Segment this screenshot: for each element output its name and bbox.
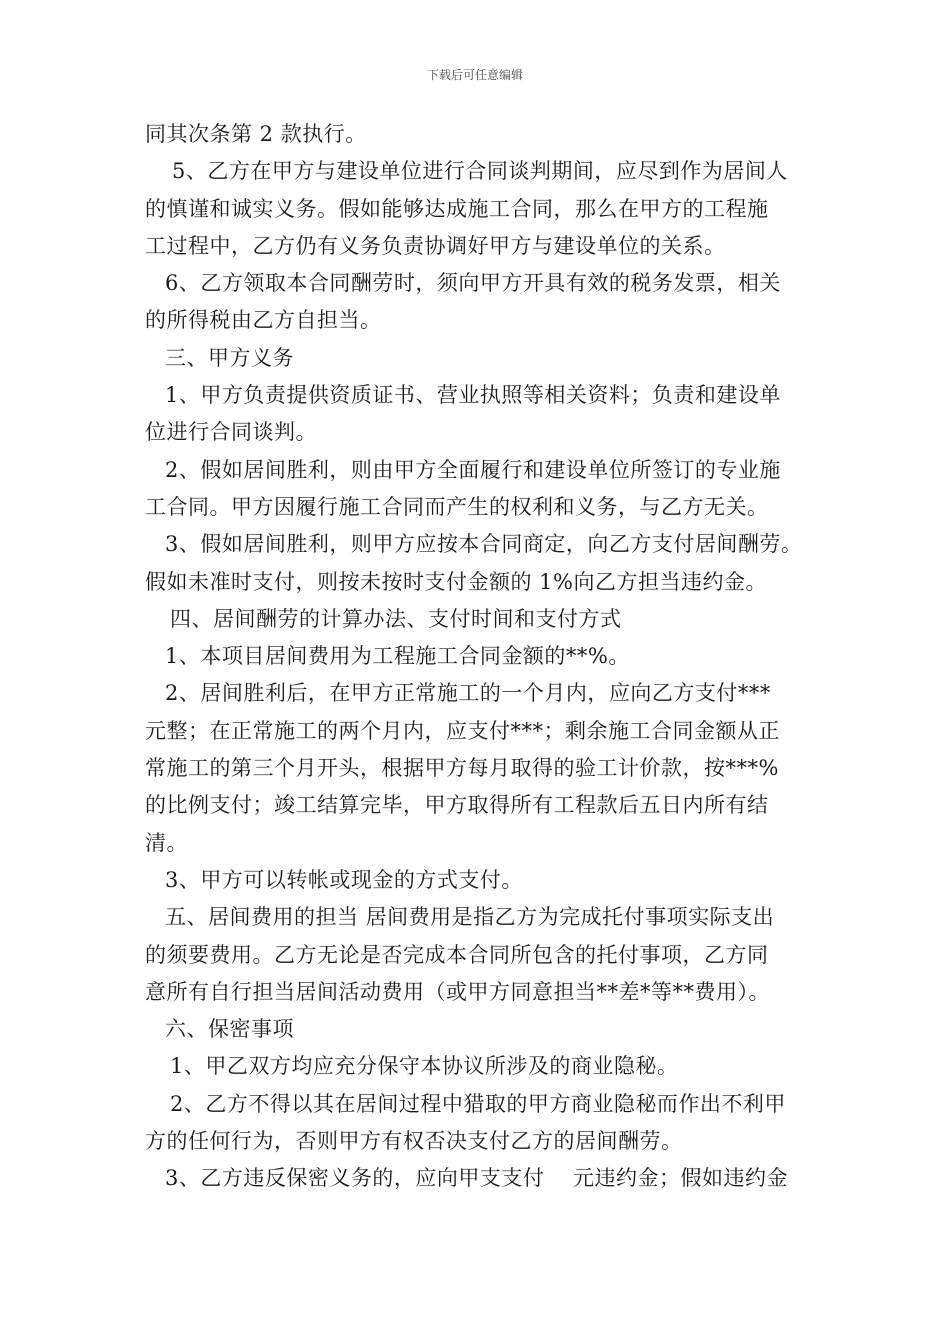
text-line: 三、甲方义务 (165, 345, 294, 370)
text-line: 的所得税由乙方自担当。 (145, 308, 382, 333)
text-line: 的比例支付；竣工结算完毕，甲方取得所有工程款后五日内所有结 (145, 793, 769, 818)
text-line: 3、乙方违反保密义务的，应向甲支支付 元违约金；假如违约金 (165, 1166, 789, 1191)
text-line: 1、本项目居间费用为工程施工合同金额的**%。 (165, 644, 630, 669)
text-line: 位进行合同谈判。 (145, 420, 317, 445)
text-line: 5、乙方在甲方与建设单位进行合同谈判期间，应尽到作为居间人 (172, 159, 788, 184)
text-line: 3、假如居间胜利，则甲方应按本合同商定，向乙方支付居间酬劳。 (165, 532, 803, 557)
text-line: 假如未准时支付，则按未按时支付金额的 1%向乙方担当违约金。 (145, 569, 767, 594)
text-line: 工合同。甲方因履行施工合同而产生的权利和义务，与乙方无关。 (145, 494, 769, 519)
text-line: 六、保密事项 (165, 1017, 294, 1042)
text-line: 四、居间酬劳的计算办法、支付时间和支付方式 (170, 606, 622, 631)
text-line: 6、乙方领取本合同酬劳时，须向甲方开具有效的税务发票，相关 (165, 271, 781, 296)
text-line: 五、居间费用的担当 居间费用是指乙方为完成托付事项实际支出 (165, 905, 775, 930)
text-line: 清。 (145, 830, 188, 855)
text-line: 1、甲方负责提供资质证书、营业执照等相关资料；负责和建设单 (165, 383, 781, 408)
document-body (145, 116, 815, 1198)
text-line: 同其次条第 2 款执行。 (145, 122, 367, 146)
text-line: 1、甲乙双方均应充分保守本协议所涉及的商业隐秘。 (170, 1054, 679, 1079)
text-line: 意所有自行担当居间活动费用（或甲方同意担当**差*等**费用）。 (145, 979, 770, 1004)
text-line: 常施工的第三个月开头，根据甲方每月取得的验工计价款，按***% (145, 756, 779, 781)
text-line: 2、居间胜利后，在甲方正常施工的一个月内，应向乙方支付*** (165, 681, 771, 706)
text-line: 2、乙方不得以其在居间过程中猎取的甲方商业隐秘而作出不利甲 (170, 1091, 786, 1116)
text-line: 3、甲方可以转帐或现金的方式支付。 (165, 867, 523, 892)
text-line: 元整；在正常施工的两个月内，应支付***；剩余施工合同金额从正 (145, 718, 780, 743)
text-line: 2、假如居间胜利，则由甲方全面履行和建设单位所签订的专业施 (165, 457, 781, 482)
text-line: 工过程中，乙方仍有义务负责协调好甲方与建设单位的关系。 (145, 233, 726, 258)
text-line: 的须要费用。乙方无论是否完成本合同所包含的托付事项，乙方同 (145, 942, 769, 967)
page-header: 下载后可任意编辑 (426, 68, 523, 82)
text-line: 的慎谨和诚实义务。假如能够达成施工合同，那么在甲方的工程施 (145, 196, 769, 221)
text-line: 方的任何行为，否则甲方有权否决支付乙方的居间酬劳。 (145, 1129, 683, 1154)
